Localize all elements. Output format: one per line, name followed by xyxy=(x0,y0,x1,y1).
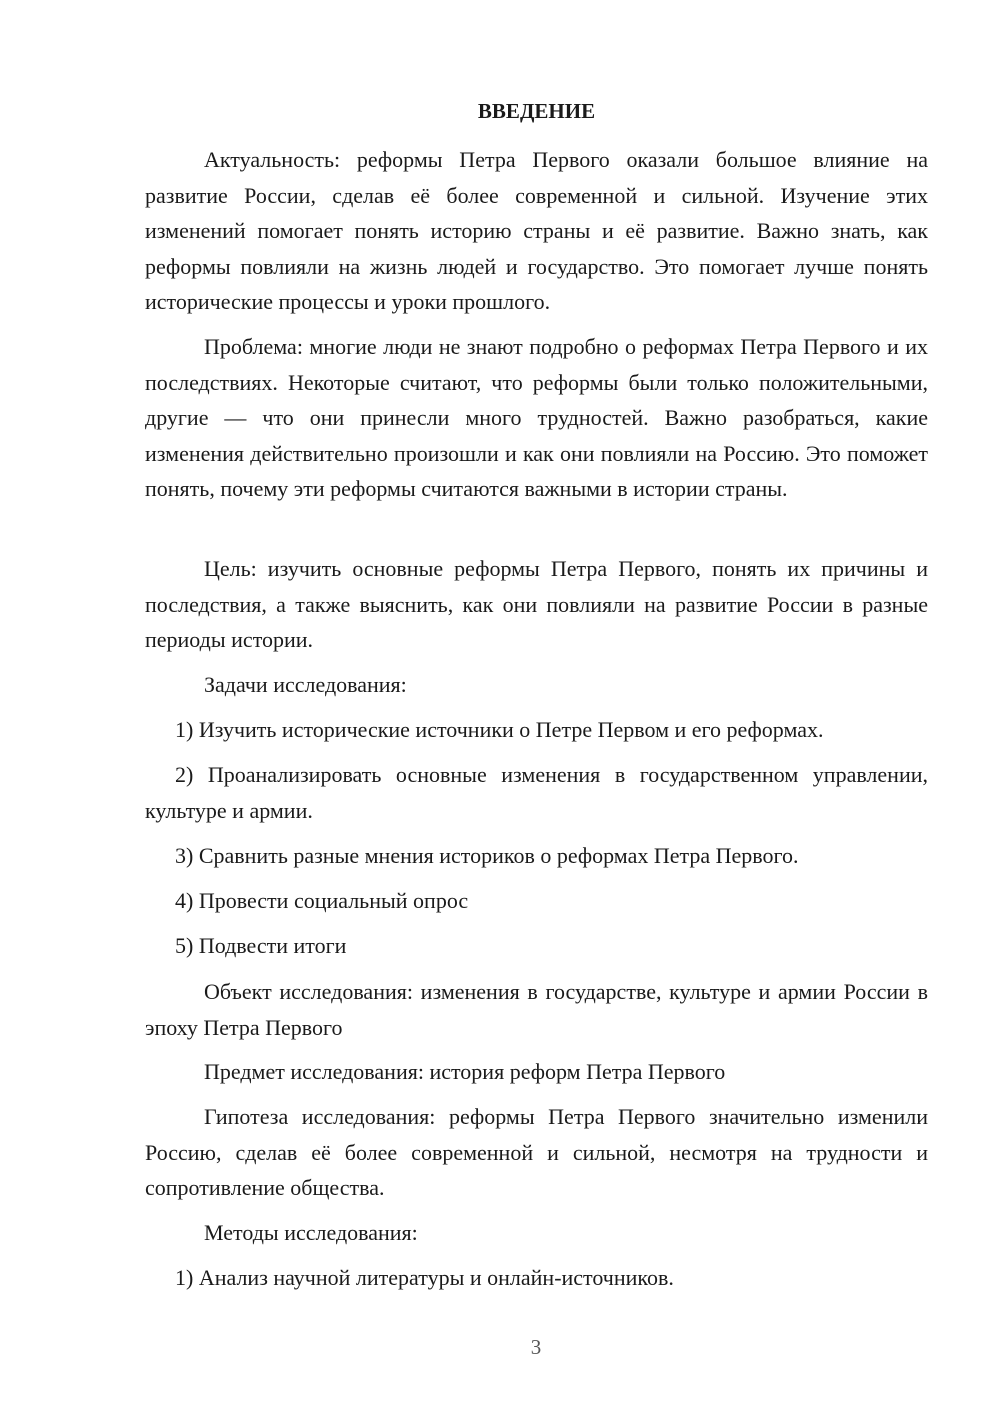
task-item-4: 4) Провести социальный опрос xyxy=(175,888,469,913)
paragraph-relevance: Актуальность: реформы Петра Первого оказали большое влияние на развитие России, сделав её более современной и сильной. Изучение этих изменений помогает понять историю страны и её развитие. Важно знать, как реформы повлияли на жизнь людей и государство. Это помогает лучше понять исторические процессы и уроки прошлого. xyxy=(145,147,928,314)
paragraph-goal: Цель: изучить основные реформы Петра Первого, понять их причины и последствия, а также выяснить, как они повлияли на развитие России в разные периоды истории. xyxy=(145,556,928,652)
task-item-1: 1) Изучить исторические источники о Петре Первом и его реформах. xyxy=(175,717,824,742)
paragraph-problem: Проблема: многие люди не знают подробно о реформах Петра Первого и их последствиях. Некоторые считают, что реформы были только положительными, другие — что они принесли много трудностей. Важно разобраться, какие изменения действительно произошли и как они повлияли на Россию. Это поможет понять, почему эти реформы считаются важными в истории страны. xyxy=(145,334,928,501)
methods-title: Методы исследования: xyxy=(204,1220,418,1245)
page-number: 3 xyxy=(530,1335,542,1359)
task-item-3: 3) Сравнить разные мнения историков о реформах Петра Первого. xyxy=(175,843,799,868)
tasks-title: Задачи исследования: xyxy=(204,672,407,697)
page-heading: ВВЕДЕНИЕ xyxy=(477,99,596,123)
paragraph-object: Объект исследования: изменения в государстве, культуре и армии России в эпоху Петра Первого xyxy=(145,979,928,1040)
task-item-5: 5) Подвести итоги xyxy=(175,933,347,958)
task-item-2: 2) Проанализировать основные изменения в государственном управлении, культуре и армии. xyxy=(145,762,928,823)
method-item-1: 1) Анализ научной литературы и онлайн-источников. xyxy=(175,1265,674,1290)
paragraph-hypothesis: Гипотеза исследования: реформы Петра Первого значительно изменили Россию, сделав её более современной и сильной, несмотря на трудности и сопротивление общества. xyxy=(145,1104,928,1200)
paragraph-subject: Предмет исследования: история реформ Петра Первого xyxy=(204,1059,726,1084)
